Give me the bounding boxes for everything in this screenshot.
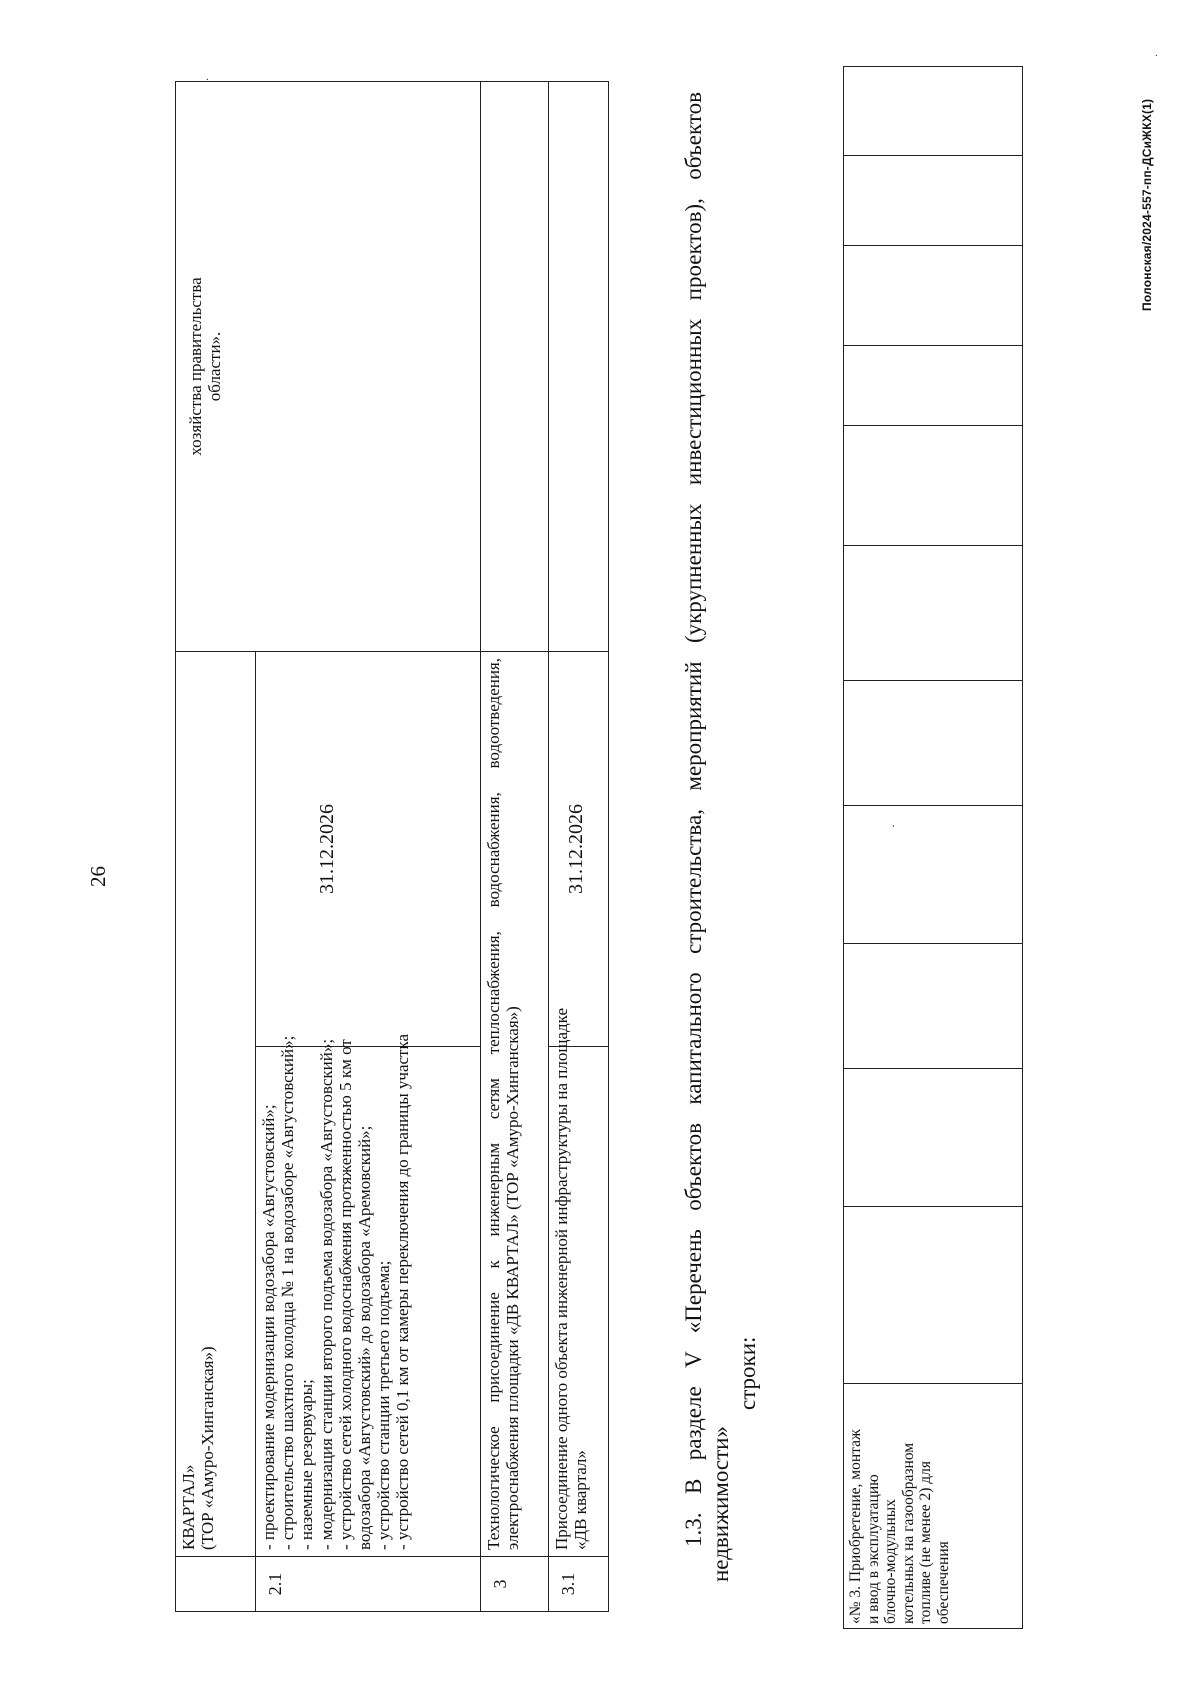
date-cell: 31.12.2026 bbox=[256, 651, 481, 1046]
row-number: 3.1 bbox=[549, 1557, 609, 1612]
object-line: «№ 3. Приобретение, монтаж bbox=[847, 1429, 864, 1624]
row-number: 2.1 bbox=[256, 1557, 481, 1612]
description-cell bbox=[549, 1007, 609, 1557]
responsible-cell bbox=[176, 81, 481, 651]
description-line: - устройство станции третьего подъема; bbox=[374, 1260, 394, 1550]
object-line: обеспечения bbox=[934, 1541, 952, 1624]
scan-mark: · bbox=[886, 824, 900, 828]
object-line: топливе (не менее 2) для bbox=[917, 1461, 934, 1624]
measures-table bbox=[175, 81, 609, 1612]
empty-cell bbox=[844, 156, 1023, 246]
description-cell bbox=[176, 651, 256, 1556]
scan-mark: · bbox=[203, 77, 214, 81]
description-line: - устройство сетей холодного водоснабжения протяженностью 5 км от bbox=[335, 1039, 355, 1550]
table-row bbox=[844, 67, 1023, 1629]
date-cell: 31.12.2026 bbox=[549, 651, 609, 1046]
empty-cell bbox=[844, 346, 1023, 426]
description-line: - строительство шахтного колодца № 1 на водозаборе «Августовский»; bbox=[278, 1035, 298, 1550]
description-line: - устройство сетей 0,1 км от камеры переключения до границы участка bbox=[393, 1033, 413, 1550]
empty-cell bbox=[844, 1207, 1023, 1384]
paragraph-text: 1.3. В разделе V «Перечень объектов капитального строительства, мероприятий (укрупненных инвестиционных проектов), объектов недвижимости» bbox=[681, 92, 733, 1582]
table-row bbox=[549, 81, 609, 1611]
empty-cell bbox=[844, 246, 1023, 346]
empty-cell bbox=[844, 806, 1023, 944]
empty-cell bbox=[549, 81, 609, 651]
scan-mark: · bbox=[1152, 53, 1163, 57]
object-line: котельных на газообразном bbox=[899, 1442, 917, 1624]
empty-cell bbox=[844, 944, 1023, 1069]
paragraph-continuation: строки: bbox=[735, 1336, 760, 1410]
table-row bbox=[481, 81, 549, 1611]
object-line: и ввод в эксплуатацию bbox=[864, 1474, 882, 1624]
description-line: - проектирование модернизации водозабора «Августовский»; bbox=[259, 1104, 278, 1550]
description-line: - модернизация станции второго подъема водозабора «Августовский»; bbox=[316, 1038, 336, 1550]
page-number: 26 bbox=[86, 866, 110, 887]
description-line: - наземные резервуары; bbox=[297, 1379, 317, 1550]
document-code: Полонская/2024-557-пп-ДСиЖКХ(1) bbox=[1140, 98, 1154, 311]
responsible-line: хозяйства правительства bbox=[186, 277, 205, 456]
objects-table bbox=[843, 66, 1023, 1629]
description-line: Присоединение одного объекта инженерной инфраструктуры на площадке bbox=[552, 1007, 571, 1550]
description-cell: Технологическое присоединение к инженерным сетям теплоснабжения, водоснабжения, водоотведения, электроснабжения площадки «ДВ КВАРТАЛ» (ТОР «Амуро-Хинганская») bbox=[481, 651, 549, 1556]
description-line: (ТОР «Амуро-Хинганская») bbox=[198, 1346, 218, 1550]
empty-cell bbox=[844, 681, 1023, 806]
empty-cell bbox=[844, 1069, 1023, 1207]
table-row bbox=[176, 81, 256, 1611]
object-name-cell bbox=[844, 1384, 1023, 1629]
object-line: блочно-модульных bbox=[882, 1499, 899, 1624]
empty-cell bbox=[844, 426, 1023, 546]
amendment-paragraph bbox=[680, 92, 734, 1582]
row-number: 3 bbox=[481, 1557, 549, 1612]
number-cell bbox=[176, 1557, 256, 1612]
description-line: водозабора «Августовский» до водозабора «Аремовский»; bbox=[355, 1125, 375, 1550]
empty-cell bbox=[844, 546, 1023, 681]
empty-cell bbox=[844, 67, 1023, 156]
responsible-line: области». bbox=[205, 331, 225, 402]
description-line: «ДВ квартал» bbox=[571, 1450, 591, 1550]
empty-cell bbox=[481, 81, 549, 651]
description-line: КВАРТАЛ» bbox=[179, 1464, 198, 1550]
description-cell bbox=[256, 1033, 481, 1557]
